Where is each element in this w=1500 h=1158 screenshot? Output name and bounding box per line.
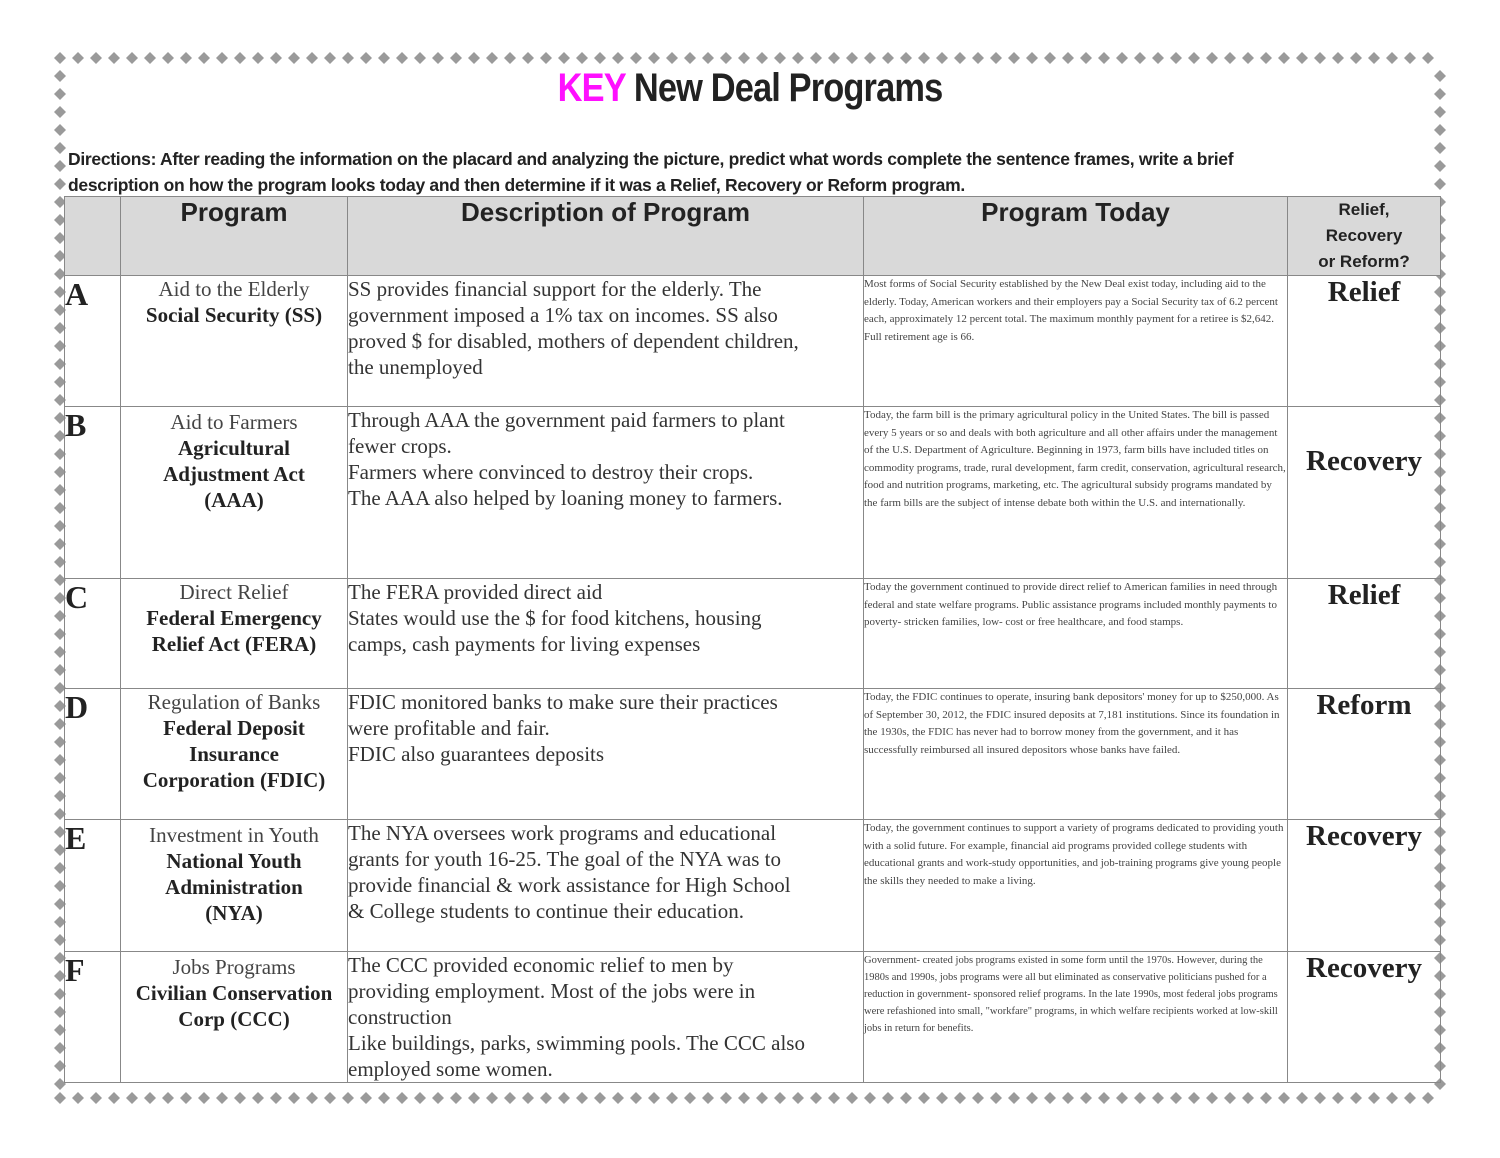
border-diamond	[378, 52, 390, 64]
border-diamond	[1314, 52, 1326, 64]
program-cell	[121, 407, 348, 579]
border-diamond	[1296, 52, 1308, 64]
description-line: Through AAA the government paid farmers to plant	[348, 408, 785, 432]
description-cell	[348, 820, 864, 952]
table-row	[65, 579, 1441, 689]
program-today-cell: Government- created jobs programs existed in some form until the 1970s. However, during the 1980s and 1990s, jobs programs were all but eliminated as conservative politicians pushed for a reduction in government- sponsored relief programs. In the late 1990s, most federal jobs programs were refashioned into small, "workfare" programs, in which welfare recipients worked at low-skill jobs in return for benefits.	[864, 952, 1288, 1083]
border-diamond	[144, 52, 156, 64]
border-diamond	[864, 52, 876, 64]
border-diamond	[486, 1092, 498, 1104]
border-diamond	[1278, 52, 1290, 64]
border-diamond	[846, 52, 858, 64]
border-diamond	[198, 52, 210, 64]
border-diamond	[198, 1092, 210, 1104]
program-subtitle: Aid to Farmers	[170, 410, 298, 434]
border-diamond	[1404, 52, 1416, 64]
border-diamond	[900, 52, 912, 64]
border-diamond	[990, 1092, 1002, 1104]
header-category	[1288, 197, 1441, 276]
border-diamond	[972, 1092, 984, 1104]
row-letter: A	[65, 276, 121, 407]
description-line: The CCC provided economic relief to men by	[348, 953, 734, 977]
description-line: employed some women.	[348, 1057, 553, 1081]
border-diamond	[288, 52, 300, 64]
border-diamond	[1152, 1092, 1164, 1104]
border-diamond	[792, 52, 804, 64]
category-cell: Relief	[1288, 276, 1441, 407]
border-diamond	[216, 52, 228, 64]
description-line: provide financial & work assistance for High School	[348, 873, 791, 897]
border-diamond	[108, 1092, 120, 1104]
border-diamond	[342, 52, 354, 64]
header-description: Description of Program	[348, 197, 864, 276]
border-diamond	[1206, 52, 1218, 64]
row-letter: E	[65, 820, 121, 952]
program-cell	[121, 579, 348, 689]
border-diamond	[1206, 1092, 1218, 1104]
border-diamond	[54, 124, 66, 136]
programs-table	[64, 196, 1441, 1083]
border-diamond	[504, 52, 516, 64]
title-key: KEY	[557, 66, 626, 110]
border-diamond	[180, 1092, 192, 1104]
border-diamond	[468, 1092, 480, 1104]
border-diamond	[270, 52, 282, 64]
description-line: SS provides financial support for the elderly. The	[348, 277, 762, 301]
border-diamond	[1296, 1092, 1308, 1104]
border-diamond	[864, 1092, 876, 1104]
border-diamond	[828, 52, 840, 64]
border-diamond	[576, 1092, 588, 1104]
border-diamond	[1044, 52, 1056, 64]
border-diamond	[1434, 106, 1446, 118]
border-diamond	[1008, 52, 1020, 64]
border-diamond	[810, 1092, 822, 1104]
border-diamond	[1044, 1092, 1056, 1104]
border-diamond	[702, 52, 714, 64]
border-diamond	[1134, 52, 1146, 64]
border-diamond	[234, 1092, 246, 1104]
border-diamond	[54, 52, 66, 64]
border-diamond	[954, 52, 966, 64]
row-letter: F	[65, 952, 121, 1083]
description-cell	[348, 407, 864, 579]
program-subtitle: Investment in Youth	[149, 823, 319, 847]
border-diamond	[306, 52, 318, 64]
border-diamond	[1350, 1092, 1362, 1104]
border-diamond	[324, 1092, 336, 1104]
border-diamond	[630, 1092, 642, 1104]
border-diamond	[1350, 52, 1362, 64]
border-diamond	[72, 1092, 84, 1104]
row-letter: D	[65, 689, 121, 820]
border-diamond	[1404, 1092, 1416, 1104]
border-diamond	[1188, 52, 1200, 64]
border-diamond	[738, 52, 750, 64]
header-program: Program	[121, 197, 348, 276]
border-diamond	[954, 1092, 966, 1104]
border-diamond	[918, 1092, 930, 1104]
border-diamond	[1170, 52, 1182, 64]
header-letter	[65, 197, 121, 276]
program-cell	[121, 689, 348, 820]
description-line: Like buildings, parks, swimming pools. The CCC also	[348, 1031, 805, 1055]
program-name: Social Security (SS)	[145, 303, 323, 327]
border-diamond	[54, 142, 66, 154]
description-line: FDIC also guarantees deposits	[348, 742, 605, 766]
category-cell: Reform	[1288, 689, 1441, 820]
border-diamond	[576, 52, 588, 64]
border-diamond	[774, 52, 786, 64]
program-cell	[121, 952, 348, 1083]
description-line: government imposed a 1% tax on incomes. SS also	[348, 303, 778, 327]
border-diamond	[972, 52, 984, 64]
border-diamond	[1116, 52, 1128, 64]
border-diamond	[720, 1092, 732, 1104]
description-line: The AAA also helped by loaning money to farmers.	[348, 486, 783, 510]
border-diamond	[900, 1092, 912, 1104]
description-line: Farmers where convinced to destroy their crops.	[348, 460, 754, 484]
border-diamond	[1434, 178, 1446, 190]
border-diamond	[558, 52, 570, 64]
border-diamond	[270, 1092, 282, 1104]
border-diamond	[1170, 1092, 1182, 1104]
border-diamond	[1188, 1092, 1200, 1104]
border-diamond	[1224, 52, 1236, 64]
border-diamond	[360, 1092, 372, 1104]
border-diamond	[90, 52, 102, 64]
table-row	[65, 407, 1441, 579]
border-diamond	[1386, 52, 1398, 64]
border-diamond	[486, 52, 498, 64]
border-diamond	[1434, 70, 1446, 82]
border-diamond	[684, 1092, 696, 1104]
border-diamond	[630, 52, 642, 64]
border-diamond	[846, 1092, 858, 1104]
border-diamond	[54, 106, 66, 118]
border-diamond	[108, 52, 120, 64]
border-diamond	[738, 1092, 750, 1104]
border-diamond	[180, 52, 192, 64]
border-diamond	[432, 1092, 444, 1104]
border-diamond	[918, 52, 930, 64]
border-diamond	[702, 1092, 714, 1104]
border-diamond	[1062, 1092, 1074, 1104]
border-diamond	[684, 52, 696, 64]
page-title	[105, 66, 1395, 111]
border-diamond	[1368, 1092, 1380, 1104]
program-subtitle: Aid to the Elderly	[158, 277, 310, 301]
border-diamond	[126, 52, 138, 64]
border-diamond	[396, 1092, 408, 1104]
border-diamond	[828, 1092, 840, 1104]
border-diamond	[1434, 124, 1446, 136]
header-category-line: or Reform?	[1318, 252, 1410, 271]
border-diamond	[1080, 1092, 1092, 1104]
border-diamond	[252, 1092, 264, 1104]
border-diamond	[90, 1092, 102, 1104]
border-diamond	[414, 1092, 426, 1104]
border-diamond	[594, 52, 606, 64]
program-cell	[121, 276, 348, 407]
description-line: providing employment. Most of the jobs were in	[348, 979, 756, 1003]
border-diamond	[1260, 52, 1272, 64]
border-diamond	[1134, 1092, 1146, 1104]
border-diamond	[756, 52, 768, 64]
border-diamond	[1422, 1092, 1434, 1104]
border-diamond	[1026, 52, 1038, 64]
border-diamond	[936, 1092, 948, 1104]
border-diamond	[792, 1092, 804, 1104]
table-row	[65, 820, 1441, 952]
border-diamond	[612, 52, 624, 64]
border-diamond	[1434, 88, 1446, 100]
border-diamond	[414, 52, 426, 64]
border-diamond	[54, 160, 66, 172]
border-diamond	[360, 52, 372, 64]
border-diamond	[594, 1092, 606, 1104]
header-category-line: Relief,	[1338, 200, 1390, 219]
border-diamond	[648, 1092, 660, 1104]
border-diamond	[54, 1092, 66, 1104]
description-line: States would use the $ for food kitchens, housing	[348, 606, 762, 630]
description-cell	[348, 276, 864, 407]
border-diamond	[1242, 52, 1254, 64]
border-diamond	[288, 1092, 300, 1104]
description-line: camps, cash payments for living expenses	[348, 632, 701, 656]
border-diamond	[162, 52, 174, 64]
border-diamond	[378, 1092, 390, 1104]
border-diamond	[504, 1092, 516, 1104]
border-diamond	[1080, 52, 1092, 64]
category-cell: Recovery	[1288, 407, 1441, 579]
border-diamond	[432, 52, 444, 64]
program-today-cell: Today the government continued to provide direct relief to American families in need through federal and state welfare programs. Public assistance programs included monthly payments to poverty- stricken families, low- cost or free healthcare, and food stamps.	[864, 579, 1288, 689]
description-line: FDIC monitored banks to make sure their practices	[348, 690, 778, 714]
border-diamond	[1422, 52, 1434, 64]
border-diamond	[1332, 1092, 1344, 1104]
table-row	[65, 276, 1441, 407]
program-name: Agricultural Adjustment Act (AAA)	[163, 436, 305, 512]
table-row	[65, 952, 1441, 1083]
border-diamond	[54, 178, 66, 190]
border-diamond	[450, 1092, 462, 1104]
border-diamond	[720, 52, 732, 64]
description-line: grants for youth 16-25. The goal of the NYA was to	[348, 847, 781, 871]
border-diamond	[612, 1092, 624, 1104]
border-diamond	[1434, 160, 1446, 172]
border-diamond	[144, 1092, 156, 1104]
border-diamond	[1116, 1092, 1128, 1104]
border-diamond	[1314, 1092, 1326, 1104]
border-diamond	[540, 52, 552, 64]
program-subtitle: Jobs Programs	[172, 955, 296, 979]
border-diamond	[1434, 142, 1446, 154]
category-cell: Recovery	[1288, 820, 1441, 952]
border-diamond	[1098, 1092, 1110, 1104]
border-diamond	[882, 1092, 894, 1104]
description-line: construction	[348, 1005, 452, 1029]
border-diamond	[810, 52, 822, 64]
border-diamond	[396, 52, 408, 64]
border-diamond	[342, 1092, 354, 1104]
directions	[68, 146, 1388, 198]
border-diamond	[522, 1092, 534, 1104]
border-diamond	[450, 52, 462, 64]
row-letter: C	[65, 579, 121, 689]
category-cell: Relief	[1288, 579, 1441, 689]
description-cell	[348, 952, 864, 1083]
border-diamond	[1368, 52, 1380, 64]
border-diamond	[54, 88, 66, 100]
border-diamond	[774, 1092, 786, 1104]
program-subtitle: Direct Relief	[179, 580, 289, 604]
border-diamond	[1278, 1092, 1290, 1104]
border-diamond	[666, 1092, 678, 1104]
program-today-cell: Today, the FDIC continues to operate, insuring bank depositors' money for up to $250,000. As of September 30, 2012, the FDIC insured deposits at 7,181 institutions. Since its foundation in the 1930s, the FDIC has never had to borrow money from the government, and it has successfully reimbursed all insured depositors whose banks have failed.	[864, 689, 1288, 820]
border-diamond	[1386, 1092, 1398, 1104]
program-name: Federal Deposit Insurance Corporation (FDIC)	[142, 716, 326, 792]
border-diamond	[1152, 52, 1164, 64]
header-today: Program Today	[864, 197, 1288, 276]
description-line: & College students to continue their education.	[348, 899, 744, 923]
title-text: New Deal Programs	[633, 66, 943, 110]
table-header-row	[65, 197, 1441, 276]
border-diamond	[126, 1092, 138, 1104]
description-line: the unemployed	[348, 355, 483, 379]
description-cell	[348, 689, 864, 820]
border-diamond	[1242, 1092, 1254, 1104]
border-diamond	[468, 52, 480, 64]
border-diamond	[936, 52, 948, 64]
border-diamond	[54, 70, 66, 82]
program-name: Civilian Conservation Corp (CCC)	[135, 981, 333, 1031]
border-diamond	[252, 52, 264, 64]
border-diamond	[1332, 52, 1344, 64]
border-diamond	[648, 52, 660, 64]
border-diamond	[1224, 1092, 1236, 1104]
border-diamond	[882, 52, 894, 64]
border-diamond	[234, 52, 246, 64]
border-diamond	[216, 1092, 228, 1104]
row-letter: B	[65, 407, 121, 579]
program-cell	[121, 820, 348, 952]
description-line: fewer crops.	[348, 434, 452, 458]
description-line: proved $ for disabled, mothers of dependent children,	[348, 329, 799, 353]
description-line: were profitable and fair.	[348, 716, 550, 740]
category-cell: Recovery	[1288, 952, 1441, 1083]
border-diamond	[1098, 52, 1110, 64]
border-diamond	[522, 52, 534, 64]
program-today-cell: Today, the farm bill is the primary agricultural policy in the United States. The bill is passed every 5 years or so and deals with both agriculture and all other affairs under the management of the U.S. Department of Agriculture. Beginning in 1973, farm bills have included titles on commodity programs, trade, rural development, farm credit, conservation, agricultural research, food and nutrition programs, marketing, etc. The agricultural subsidy programs mandated by the farm bills are the subject of intense debate both within the U.S. and internationally.	[864, 407, 1288, 579]
border-diamond	[306, 1092, 318, 1104]
border-diamond	[162, 1092, 174, 1104]
description-cell	[348, 579, 864, 689]
program-today-cell: Most forms of Social Security established by the New Deal exist today, including aid to the elderly. Today, American workers and their employers pay a Social Security tax of 6.2 percent each, approximately 12 percent total. The maximum monthly payment for a retiree is $2,642. Full retirement age is 66.	[864, 276, 1288, 407]
program-name: Federal Emergency Relief Act (FERA)	[146, 606, 322, 656]
border-diamond	[540, 1092, 552, 1104]
directions-line-2: description on how the program looks today and then determine if it was a Relief, Recovery or Reform program.	[68, 175, 965, 195]
description-line: The NYA oversees work programs and educational	[348, 821, 777, 845]
program-today-cell: Today, the government continues to support a variety of programs dedicated to providing youth with a solid future. For example, financial aid programs provided college students with educational grants and work-study opportunities, and job-training programs give young people the skills they needed to make a living.	[864, 820, 1288, 952]
border-diamond	[1026, 1092, 1038, 1104]
program-subtitle: Regulation of Banks	[147, 690, 321, 714]
directions-line-1: Directions: After reading the information on the placard and analyzing the picture, predict what words complete the sentence frames, write a brief	[68, 149, 1234, 169]
border-diamond	[666, 52, 678, 64]
border-diamond	[1260, 1092, 1272, 1104]
header-category-line: Recovery	[1325, 226, 1403, 245]
table-row	[65, 689, 1441, 820]
border-diamond	[72, 52, 84, 64]
border-diamond	[324, 52, 336, 64]
program-name: National Youth Administration (NYA)	[165, 849, 303, 925]
description-line: The FERA provided direct aid	[348, 580, 603, 604]
border-diamond	[558, 1092, 570, 1104]
border-diamond	[1062, 52, 1074, 64]
border-diamond	[756, 1092, 768, 1104]
border-diamond	[1008, 1092, 1020, 1104]
border-diamond	[990, 52, 1002, 64]
